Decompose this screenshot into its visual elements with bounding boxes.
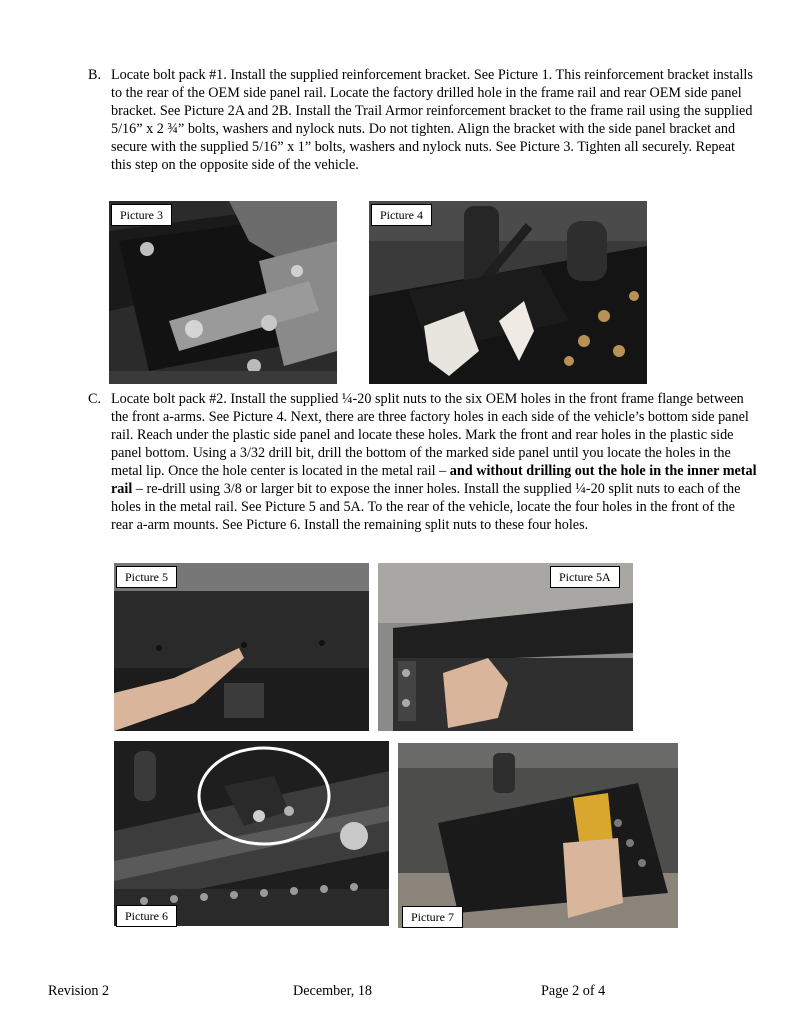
photo-picture-7 bbox=[398, 743, 678, 928]
instruction-step-c bbox=[88, 390, 758, 534]
caption-picture-5: Picture 5 bbox=[116, 566, 177, 588]
photo-picture-5 bbox=[114, 563, 369, 731]
step-text: Locate bolt pack #2. Install the supplied ¼-20 split nuts to the six OEM holes in the front frame flange between the front a-arms. See Picture 4. Next, there are three factory holes in each side of the vehicle’s bottom side panel rail. Reach under the plastic side panel and locate these holes. Mark the front and rear holes in the plastic side panel bottom. Using a 3/32 drill bit, drill the bottom of the marked side panel until you locate the holes in the metal lip. Once the hole center is located in the metal rail – and without drilling out the hole in the inner metal rail – re-drill using 3/8 or larger bit to expose the inner holes. Install the supplied ¼-20 split nuts to each of the holes in the metal rail. See Picture 5 and 5A. To the rear of the vehicle, locate the four holes in the front of the rear a-arm mounts. See Picture 6. Install the remaining split nuts to these four holes. bbox=[111, 391, 757, 533]
caption-picture-7: Picture 7 bbox=[402, 906, 463, 928]
photo-picture-3 bbox=[109, 201, 337, 384]
footer-revision: Revision 2 bbox=[48, 983, 110, 999]
footer-page-number: Page 2 of 4 bbox=[541, 983, 606, 999]
photo-picture-4 bbox=[369, 201, 647, 384]
caption-picture-5a: Picture 5A bbox=[550, 566, 620, 588]
caption-picture-6: Picture 6 bbox=[116, 905, 177, 927]
step-letter: B. bbox=[88, 67, 102, 83]
step-letter: C. bbox=[88, 391, 102, 407]
footer-date: December, 18 bbox=[293, 983, 373, 999]
instruction-step-b bbox=[88, 66, 758, 174]
step-text: Locate bolt pack #1. Install the supplied reinforcement bracket. See Picture 1. This reinforcement bracket installs to the rear of the OEM side panel rail. Locate the factory drilled hole in the frame rail and rear OEM side panel bracket. See Picture 2A and 2B. Install the Trail Armor reinforcement bracket to the frame rail using the supplied 5/16” x 2 ¾” bolts, washers and nylock nuts. Do not tighten. Align the bracket with the side panel bracket and secure with the supplied 5/16” x 1” bolts, washers and nylock nuts. See Picture 3. Tighten all securely. Repeat this step on the opposite side of the vehicle. bbox=[111, 67, 753, 173]
photo-picture-6 bbox=[114, 741, 389, 926]
photo-picture-5a bbox=[378, 563, 633, 731]
caption-picture-4: Picture 4 bbox=[371, 204, 432, 226]
bold-warning: and without drilling out the hole in the inner metal rail bbox=[111, 463, 757, 497]
caption-picture-3: Picture 3 bbox=[111, 204, 172, 226]
